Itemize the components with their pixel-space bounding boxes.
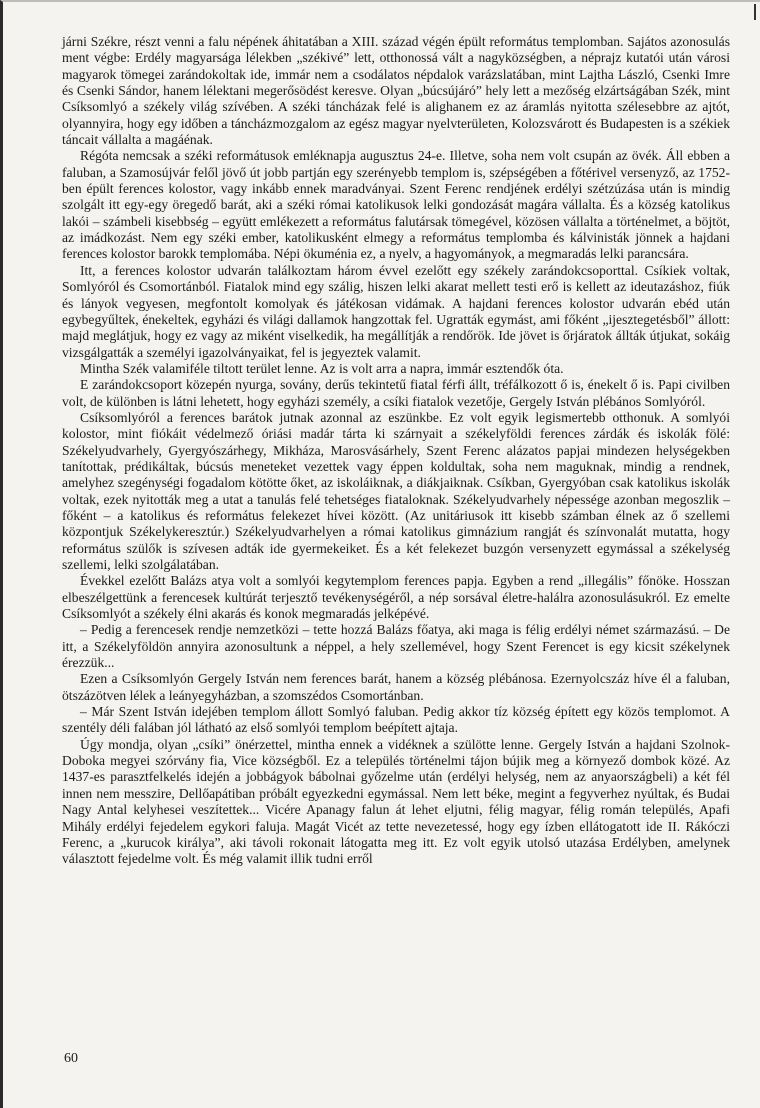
paragraph: Évekkel ezelőtt Balázs atya volt a somlyói kegytemplom ferences papja. Egyben a rend „illegális” főnöke. Hosszan elbeszélgettünk a ferencesek kultúrát terjesztő tevékenységéről, a nép sorsával életre-halálra azonosulásukról. Ez emelte Csíksomlyót a székely élni akarás és konok megmaradás jelképévé.	[62, 573, 730, 622]
corner-mark	[748, 4, 756, 20]
paragraph: E zarándokcsoport közepén nyurga, sovány, derűs tekintetű fiatal férfi állt, tréfálkozott ő is, énekelt ő is. Papi civilben volt, de különben is látni lehetett, hogy egyházi személy, a csíki fiatalok vezetője, Gergely István plébános Somlyóról.	[62, 377, 730, 409]
page-number: 60	[64, 1051, 78, 1066]
paragraph: Itt, a ferences kolostor udvarán találkoztam három évvel ezelőtt egy székely zarándokcsoporttal. Csíkiek voltak, Somlyóról és Csomortánból. Fiatalok mind egy szálig, hiszen lelki akarat mellett testi erő is kellett az ideutazáshoz, fiúk és lányok vegyesen, megfontolt komolyak és játékosan vidámak. A hajdani ferences kolostor udvarán ebéd után egybegyűltek, énekeltek, egyházi és világi dallamok hangzottak fel. Ugratták egymást, ami főként „ijesztegetésből” állott: majd meglátjuk, hogy ez vagy az miként viselkedik, ha megállítják a rendőrök. Ide jövet is őrjáratok állták útjukat, sokáig vizsgálgatták a személyi igazolványaikat, fel is jegyeztek valamit.	[62, 262, 730, 360]
paragraph: járni Székre, részt venni a falu népének áhitatában a XIII. század végén épült református templomban. Sajátos azonosulás ment végbe: Erdély magyarsága lélekben „székivé” lett, otthonossá vált a nagyközségben, a néprajz kutatói után városi magyarok tömegei zarándokoltak ide, immár nem a csodálatos népdalok varázslatában, mint Lajtha László, Csenki Imre és Csenki Sándor, hanem lélektani megerősödést keresve. Olyan „búcsújáró” hely lett a mezőség elzártságában Szék, mint Csíksomlyó a székely világ szívében. A széki táncházak felé is alighanem ez az áramlás nyitotta szélesebbre az ajtót, olyannyira, hogy egy időben a táncházmozgalom az egész magyar nyelvterületen, Kolozsvárott és Budapesten is a székiek táncait vállalta a magáénak.	[62, 34, 730, 148]
paragraph: – Pedig a ferencesek rendje nemzetközi – tette hozzá Balázs főatya, aki maga is félig erdélyi német származású. – De itt, a Székelyföldön annyira azonosultunk a néppel, a hely szellemével, hogy Szent Ferencet is egy kicsit székelynek érezzük...	[62, 622, 730, 671]
paragraph: – Már Szent István idejében templom állott Somlyó faluban. Pedig akkor tíz község épített egy közös templomot. A szentély déli falában jól látható az első somlyói templom beépített ajtaja.	[62, 704, 730, 736]
paragraph: Mintha Szék valamiféle tiltott terület lenne. Az is volt arra a napra, immár esztendők óta.	[80, 360, 564, 376]
paragraph: Régóta nemcsak a széki reformátusok emléknapja augusztus 24-e. Illetve, soha nem volt csupán az övék. Áll ebben a faluban, a Szamosújvár felől jövő út jobb partján egy szerényebb templom is, szépségében a főtérivel versenyző, az 1752-ben épült ferences kolostor, vagy inkább ennek maradványai. Szent Ferenc rendjének erdélyi szétzúzása után is mindig szolgált itt egy-egy öregedő barát, aki a széki római katolikusok lelki gondozását magára vállalta. És a község katolikus lakói – számbeli kisebbség – együtt emlékezett a református falutársak tömegével, közösen vállalta a történelmet, a böjtöt, az imádkozást. Nem egy széki ember, katolikusként elmegy a református templomba és kálvinisták jönnek a hajdani ferences kolostor barokk templomába. Népi ökuménia ez, a nyelv, a hagyományok, a megmaradás lelki parancsára.	[62, 148, 730, 262]
body-text	[62, 34, 730, 868]
paragraph: Úgy mondja, olyan „csíki” önérzettel, mintha ennek a vidéknek a szülötte lenne. Gergely István a hajdani Szolnok-Doboka megyei szórvány fia, Vice községből. Ez a település történelmi tájon bújik meg a környező dombok közé. Az 1437-es parasztfelkelés idején a jobbágyok bábolnai győzelme után (erdélyi helység, nem az anyaországbeli) a két fél innen nem messzire, Dellőapátiban próbált egyezkedni egymással. Nem lett béke, megint a fegyverhez nyúltak, és Budai Nagy Antal kelyhesei veszítettek... Vicére Apanagy falun át lehet eljutni, félig magyar, félig román település, Apafi Mihály erdélyi fejedelem egykori faluja. Magát Vicét az tette nevezetessé, hogy egy ízben ellátogatott ide II. Rákóczi Ferenc, a „kurucok királya”, aki távoli rokonait látogatta meg itt. Ez volt egyik utolsó utazása Erdélyben, amelynek választott fejedelme volt. És még valamit illik tudni erről	[62, 736, 730, 867]
paragraph: Ezen a Csíksomlyón Gergely István nem ferences barát, hanem a község plébánosa. Ezernyolcszáz híve él a faluban, ötszázötven lélek a leányegyházban, a szomszédos Csomortánban.	[62, 671, 730, 703]
paragraph: Csíksomlyóról a ferences barátok jutnak azonnal az eszünkbe. Ez volt egyik legismertebb otthonuk. A somlyói kolostor, mint fiókáit védelmező óriási madár tárta ki szárnyait a székelyföldi ferences zárdák és iskolák fölé: Székelyudvarhely, Gyergyószárhegy, Mikháza, Marosvásárhely, Szent Ferenc alázatos papjai mindezen helységekben tanítottak, prédikáltak, búcsús meneteket vezettek vagy éppen koldultak, soha nem maguknak, mindig a rendnek, amelyhez szegénységi fogadalom kötötte őket, az iskoláiknak, a diákjaiknak. Csíkban, Gyergyóban csak katolikus iskolák voltak, ezek nyitották meg a utat a tanulás felé tehetséges fiataloknak. Székelyudvarhely népessége azonban megoszlik – főként – a katolikus és református felekezet hívei között. (Az unitáriusok itt kisebb számban élnek az ő szellemi központjuk Székelykeresztúr.) Székelyudvarhelyen a római katolikus gimnázium rangját és színvonalát mutatta, hogy református szülők is szívesen adták ide gyermekeiket. És a két felekezet buzgón versenyzett egymással a székelység szellemi, lelki szolgálatában.	[62, 409, 730, 572]
